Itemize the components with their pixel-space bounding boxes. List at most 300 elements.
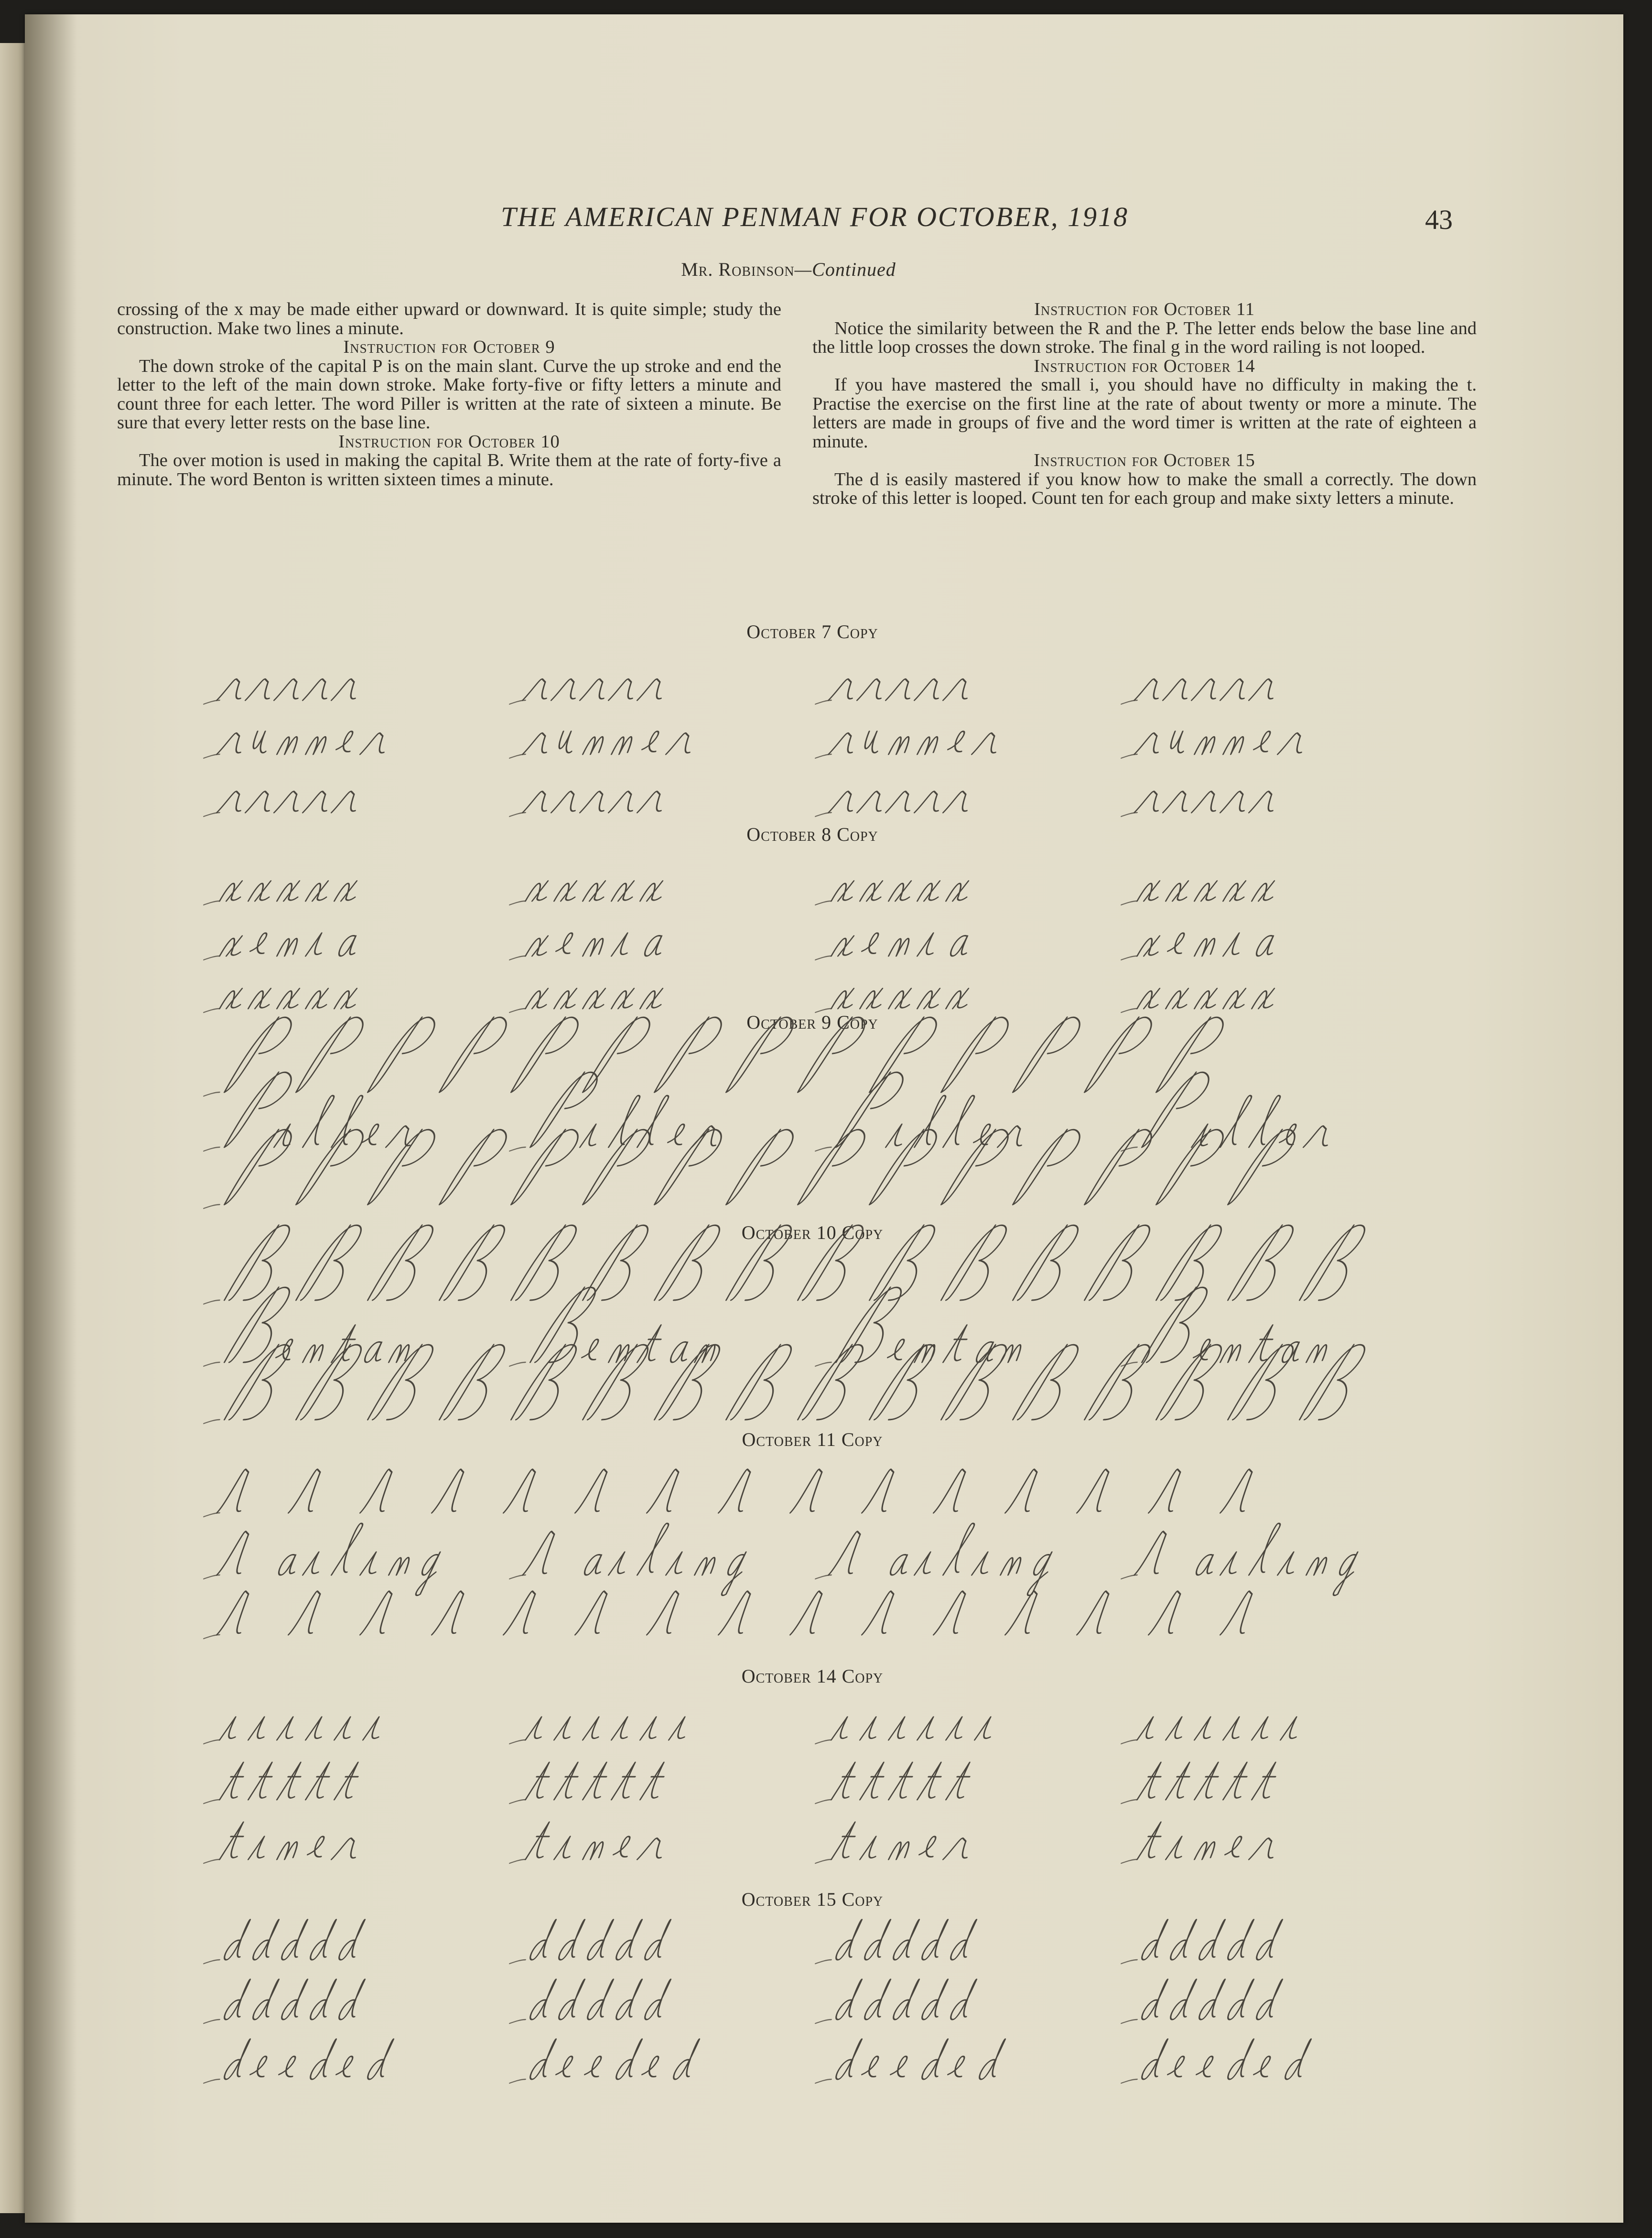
entry-stroke [204, 901, 219, 905]
script-letter [303, 1345, 325, 1362]
entry-stroke [204, 1362, 219, 1366]
script-letter [666, 1552, 690, 1575]
script-letter [580, 1124, 604, 1147]
penmanship-copy-row [196, 1752, 1419, 1809]
script-letter [889, 1554, 913, 1575]
script-letter [277, 1554, 302, 1575]
script-letter [946, 1717, 970, 1740]
script-specimen [196, 1692, 1419, 1749]
copy-label-october-8: October 8 Copy [746, 824, 878, 845]
script-letter [217, 792, 248, 813]
script-word [815, 1762, 977, 1803]
script-word [1121, 1822, 1287, 1863]
script-letter [1195, 737, 1217, 754]
script-letter [943, 679, 975, 700]
script-letter [360, 1591, 401, 1635]
script-letter [220, 881, 247, 901]
script-letter [918, 933, 941, 956]
script-letter [1227, 2039, 1259, 2079]
script-letter [332, 792, 363, 813]
script-letter [309, 1920, 341, 1960]
script-specimen [196, 765, 1419, 822]
script-letter [612, 989, 639, 1009]
heading-october-15: Instruction for October 15 [1034, 450, 1255, 470]
entry-stroke [509, 754, 525, 758]
script-specimen [196, 1752, 1419, 1809]
script-letter [220, 989, 247, 1009]
script-letter [246, 679, 277, 700]
script-letter [361, 1124, 384, 1145]
script-letter [889, 881, 916, 901]
script-letter [835, 1920, 867, 1960]
script-letter [1220, 1345, 1243, 1362]
script-letter [1137, 1822, 1169, 1859]
script-letter [303, 1096, 338, 1147]
entry-stroke [509, 1960, 525, 1964]
script-letter [947, 731, 970, 752]
script-letter [644, 1920, 676, 1960]
script-letter [306, 737, 328, 754]
left-text-column [117, 300, 781, 489]
script-letter [332, 679, 363, 700]
penmanship-copy-row [196, 1587, 1419, 1644]
script-word [204, 731, 392, 758]
script-letter [889, 938, 911, 956]
script-specimen [196, 1252, 1419, 1310]
script-letter [1278, 1552, 1301, 1575]
script-letter [889, 1842, 911, 1859]
entry-stroke [509, 1740, 525, 1744]
script-letter [523, 1532, 563, 1575]
penmanship-copy-row [196, 908, 1419, 966]
script-letter [829, 733, 860, 754]
script-letter [363, 1342, 388, 1362]
script-letter [1252, 1762, 1284, 1800]
penmanship-copy-row [196, 1972, 1419, 2029]
script-letter [584, 2056, 606, 2077]
script-letter [669, 1342, 693, 1362]
script-letter [1249, 1325, 1281, 1362]
script-letter [1141, 1979, 1173, 2020]
script-word [1121, 2039, 1316, 2083]
script-specimen [196, 1044, 1419, 1102]
entry-stroke [1121, 2079, 1137, 2083]
script-letter [829, 792, 860, 813]
entry-stroke [509, 1362, 525, 1366]
script-letter [249, 933, 272, 954]
script-letter [554, 1836, 578, 1859]
script-letter [277, 737, 300, 754]
script-letter [943, 1096, 979, 1147]
script-letter [1149, 1469, 1189, 1513]
script-letter [526, 881, 553, 901]
script-letter [637, 792, 669, 813]
entry-stroke [204, 813, 219, 816]
paragraph-october-11: Notice the similarity between the R and the P. The letter ends below the base line and the little loop crosses the down stroke. The final g in the word railing is not looped. [812, 318, 1477, 357]
paragraph-october-9: The down stroke of the capital P is on the main slant. Curve the up stroke and end the letter to the left of the main down stroke. Make forty-five or fifty letters a minute and count three for each letter. The word Piller is written at the rate of sixteen a minute. Be sure that every letter rests on the base line. [117, 356, 781, 433]
entry-stroke [204, 700, 219, 704]
script-specimen [196, 1465, 1419, 1522]
script-letter [864, 1979, 896, 2020]
script-letter [583, 938, 605, 956]
entry-stroke [815, 1147, 831, 1151]
script-word [509, 1762, 671, 1803]
script-letter [1005, 1591, 1046, 1635]
script-word [1121, 792, 1280, 816]
script-word [1121, 731, 1310, 758]
script-letter [360, 1552, 384, 1575]
script-word [509, 731, 698, 758]
script-letter [303, 792, 335, 813]
script-letter [277, 1762, 309, 1800]
script-letter [583, 881, 610, 901]
script-letter [1227, 1920, 1259, 1960]
script-letter [307, 1836, 329, 1857]
entry-stroke [1121, 1575, 1137, 1579]
entry-stroke [1121, 1147, 1137, 1151]
penmanship-copy-row [196, 961, 1419, 1018]
script-letter [1220, 1096, 1256, 1147]
script-letter [918, 737, 940, 754]
script-letter [1223, 1717, 1247, 1740]
script-letter [1284, 2039, 1316, 2079]
script-letter [580, 792, 612, 813]
script-letter [1192, 679, 1223, 700]
script-word [815, 679, 974, 704]
continued-label: —Continued [794, 259, 896, 280]
script-letter [583, 737, 605, 754]
script-letter [526, 1822, 557, 1859]
entry-stroke [509, 1009, 525, 1012]
entry-stroke [815, 1740, 831, 1744]
script-letter [934, 1591, 974, 1635]
page-gutter-shadow [25, 14, 77, 2223]
script-letter [860, 1717, 884, 1740]
script-letter [1255, 1920, 1287, 1960]
script-letter [947, 2056, 970, 2077]
entry-stroke [1121, 813, 1137, 816]
script-letter [248, 989, 276, 1009]
script-letter [1169, 1979, 1201, 2020]
script-word [1121, 1979, 1287, 2023]
script-word [815, 792, 974, 816]
script-letter [1249, 679, 1281, 700]
script-letter [360, 733, 392, 754]
script-letter [886, 792, 918, 813]
script-letter [217, 733, 248, 754]
script-letter [583, 989, 610, 1009]
script-letter [641, 731, 664, 752]
script-letter [249, 2056, 272, 2077]
script-specimen [196, 2032, 1419, 2089]
entry-stroke [1121, 1960, 1137, 1964]
script-letter [719, 1469, 759, 1513]
penmanship-copy-row [196, 1252, 1419, 1310]
script-letter [248, 1836, 272, 1859]
script-letter [1198, 1979, 1230, 2020]
script-letter [978, 2039, 1010, 2079]
script-letter [529, 1979, 561, 2020]
penmanship-copy-row [196, 853, 1419, 911]
penmanship-copy-row [196, 765, 1419, 822]
script-word [204, 1920, 369, 1964]
entry-stroke [204, 1800, 219, 1803]
script-letter [289, 1469, 329, 1513]
script-letter [921, 1920, 953, 1960]
script-letter [1220, 1469, 1261, 1513]
script-letter [1169, 1920, 1201, 1960]
script-word [815, 933, 974, 960]
script-letter [647, 1469, 688, 1513]
penmanship-copy-row [196, 706, 1419, 764]
script-letter [586, 1979, 618, 2020]
script-letter [1196, 2056, 1218, 2077]
script-letter [1224, 1836, 1247, 1857]
script-letter [1195, 1717, 1218, 1740]
script-word [1121, 881, 1279, 905]
script-letter [529, 1920, 561, 1960]
script-letter [1134, 792, 1166, 813]
entry-stroke [509, 813, 525, 816]
script-letter [1077, 1591, 1118, 1635]
entry-stroke [815, 1575, 831, 1579]
script-word [204, 792, 363, 816]
script-word [204, 1822, 369, 1863]
entry-stroke [815, 1362, 831, 1366]
entry-stroke [509, 700, 525, 704]
script-letter [523, 679, 554, 700]
script-letter [289, 1591, 329, 1635]
script-letter [918, 1717, 941, 1740]
script-letter [338, 1979, 370, 2020]
script-letter [277, 989, 304, 1009]
script-word [204, 679, 363, 704]
script-letter [337, 935, 362, 956]
script-letter [554, 989, 582, 1009]
script-letter [335, 1762, 366, 1800]
script-letter [217, 1532, 258, 1575]
penmanship-copy-row [196, 1465, 1419, 1522]
script-letter [829, 679, 860, 700]
script-letter [831, 1717, 855, 1740]
script-letter [1227, 1979, 1259, 2020]
script-letter [281, 1979, 313, 2020]
script-word [509, 792, 669, 816]
script-letter [637, 1523, 673, 1575]
script-letter [831, 936, 859, 956]
script-word [1121, 679, 1280, 704]
script-word [509, 2039, 704, 2083]
entry-stroke [1121, 754, 1137, 758]
script-letter [612, 1762, 643, 1800]
script-letter [892, 1920, 924, 1960]
script-letter [332, 1523, 367, 1575]
copy-label-october-14: October 14 Copy [741, 1665, 884, 1687]
entry-stroke [1121, 1800, 1137, 1803]
script-letter [1195, 1762, 1226, 1800]
entry-stroke [204, 1420, 219, 1423]
entry-stroke [509, 2020, 525, 2023]
script-letter [641, 2056, 664, 2077]
script-letter [246, 792, 277, 813]
script-word [1121, 933, 1280, 960]
script-specimen [196, 1157, 1419, 1214]
script-letter [1195, 1554, 1219, 1575]
paragraph-october-15: The d is easily mastered if you know how to make the small a correctly. The down stroke of this letter is looped. Count ten for each group and make sixty letters a minute. [812, 469, 1477, 508]
script-letter [306, 989, 333, 1009]
script-letter [1255, 1979, 1287, 2020]
script-letter [889, 1762, 920, 1800]
script-letter [946, 1762, 978, 1800]
script-letter [860, 1762, 892, 1800]
copy-label-october-15: October 15 Copy [741, 1889, 884, 1910]
script-letter [583, 1554, 607, 1575]
script-word [815, 881, 973, 905]
right-text-column [812, 300, 1477, 508]
script-letter [1223, 881, 1251, 901]
script-word [1121, 989, 1279, 1012]
script-letter [1195, 938, 1217, 956]
script-letter [864, 1920, 896, 1960]
script-letter [613, 1836, 635, 1857]
entry-stroke [509, 1800, 525, 1803]
script-letter [335, 989, 362, 1009]
script-letter [915, 1552, 938, 1575]
script-letter [274, 679, 306, 700]
script-letter [972, 1552, 995, 1575]
script-word [809, 1523, 1067, 1596]
script-letter [303, 1552, 326, 1575]
script-letter [252, 1979, 284, 2020]
script-letter [889, 1717, 912, 1740]
script-letter [277, 881, 304, 901]
script-specimen [196, 1972, 1419, 2029]
script-letter [975, 1717, 998, 1740]
script-letter [1306, 1557, 1329, 1575]
script-letter [644, 1979, 676, 2020]
entry-stroke [204, 1205, 219, 1208]
script-word [204, 1591, 1261, 1639]
script-letter [666, 733, 698, 754]
script-word [1121, 1762, 1283, 1803]
script-letter [609, 679, 640, 700]
script-letter [1249, 792, 1281, 813]
script-specimen [196, 1912, 1419, 1969]
running-header: THE AMERICAN PENMAN FOR OCTOBER, 1918 [501, 201, 1129, 232]
script-letter [860, 881, 887, 901]
script-letter [615, 1979, 647, 2020]
script-letter [1249, 1096, 1285, 1147]
script-letter [609, 1552, 632, 1575]
author-name: Mr. Robinson [681, 259, 795, 280]
script-letter [1166, 1717, 1189, 1740]
heading-october-11: Instruction for October 11 [1034, 299, 1255, 319]
script-word [509, 1822, 675, 1863]
entry-stroke [815, 956, 831, 960]
script-letter [335, 1717, 358, 1740]
entry-stroke [815, 700, 831, 704]
script-letter [1255, 935, 1279, 956]
entry-stroke [204, 2020, 219, 2023]
script-letter [1137, 881, 1165, 901]
script-letter [1220, 792, 1252, 813]
copy-label-october-11: October 11 Copy [742, 1429, 883, 1450]
script-letter [306, 1717, 329, 1740]
script-letter [790, 1469, 831, 1513]
entry-stroke [509, 1575, 525, 1579]
script-letter [580, 679, 612, 700]
script-word [503, 1523, 761, 1596]
script-letter [857, 679, 889, 700]
entry-stroke [204, 956, 219, 960]
copy-label-october-9: October 9 Copy [746, 1011, 878, 1033]
script-letter [523, 733, 554, 754]
script-letter [1141, 2039, 1173, 2079]
script-letter [612, 933, 635, 956]
script-letter [583, 1717, 606, 1740]
script-letter [835, 2039, 867, 2079]
script-letter [1001, 1345, 1023, 1362]
script-letter [306, 881, 333, 901]
script-specimen [196, 1315, 1419, 1372]
script-letter [915, 679, 946, 700]
script-word [509, 1979, 675, 2023]
script-letter [829, 1532, 869, 1575]
script-letter [306, 933, 329, 956]
entry-stroke [815, 2020, 831, 2023]
script-letter [637, 1838, 669, 1859]
script-letter [860, 1836, 884, 1859]
script-letter [857, 792, 889, 813]
script-letter [1195, 1842, 1217, 1859]
script-letter [862, 1469, 903, 1513]
script-letter [249, 731, 274, 753]
script-letter [220, 936, 247, 956]
script-letter [943, 1838, 975, 1859]
script-letter [831, 989, 859, 1009]
script-letter [918, 881, 945, 901]
script-letter [1253, 731, 1275, 752]
script-letter [306, 1762, 337, 1800]
entry-stroke [815, 2079, 831, 2083]
script-letter [640, 881, 668, 901]
entry-stroke [1121, 700, 1137, 704]
script-letter [890, 2056, 912, 2077]
script-letter [586, 1920, 618, 1960]
script-specimen [196, 706, 1419, 764]
penmanship-copy-row [196, 1812, 1419, 1869]
heading-october-10: Instruction for October 10 [338, 431, 560, 452]
script-letter [1195, 881, 1222, 901]
entry-stroke [204, 1960, 219, 1964]
entry-stroke [204, 1575, 219, 1579]
script-letter [529, 2039, 561, 2079]
script-letter [1163, 679, 1195, 700]
script-word [204, 1469, 1261, 1517]
script-letter [504, 1469, 544, 1513]
script-letter [1149, 1591, 1189, 1635]
script-specimen [196, 652, 1419, 710]
script-letter [217, 679, 248, 700]
script-letter [281, 1920, 313, 1960]
entry-stroke [204, 1147, 219, 1151]
entry-stroke [509, 956, 525, 960]
script-letter [1223, 737, 1246, 754]
script-letter [889, 989, 916, 1009]
script-letter [612, 1717, 635, 1740]
script-letter [1281, 1717, 1304, 1740]
script-letter [581, 1339, 604, 1360]
